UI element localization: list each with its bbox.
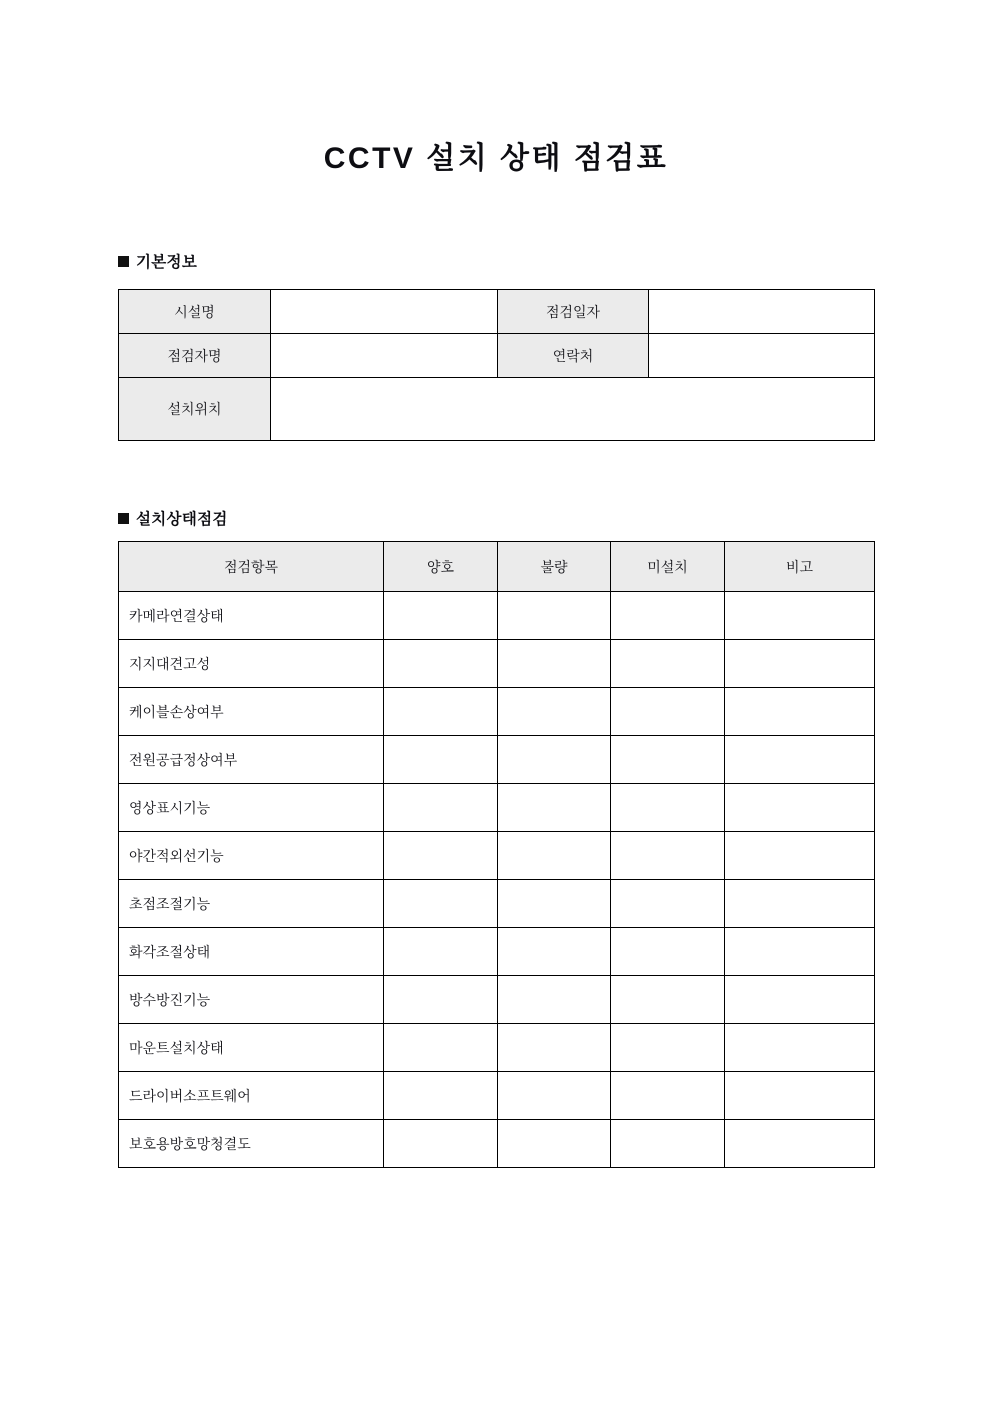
mark-cell-remarks[interactable] xyxy=(725,1120,875,1168)
column-header-remarks: 비고 xyxy=(725,542,875,592)
column-header-good: 양호 xyxy=(384,542,498,592)
mark-cell-remarks[interactable] xyxy=(725,688,875,736)
mark-cell-remarks[interactable] xyxy=(725,592,875,640)
mark-cell-bad[interactable] xyxy=(498,784,611,832)
column-header-not-installed: 미설치 xyxy=(611,542,725,592)
section-heading-label: 기본정보 xyxy=(136,254,198,271)
mark-cell-bad[interactable] xyxy=(498,928,611,976)
section-heading-label: 설치상태점검 xyxy=(136,511,228,528)
mark-cell-not-installed[interactable] xyxy=(611,976,725,1024)
table-row xyxy=(119,1120,875,1168)
field-label-inspection-date: 점검일자 xyxy=(498,290,649,334)
table-row xyxy=(119,976,875,1024)
inspection-item-label: 방수방진기능 xyxy=(119,976,384,1024)
mark-cell-bad[interactable] xyxy=(498,736,611,784)
mark-cell-good[interactable] xyxy=(384,640,498,688)
mark-cell-remarks[interactable] xyxy=(725,1024,875,1072)
mark-cell-bad[interactable] xyxy=(498,1024,611,1072)
square-bullet-icon xyxy=(118,513,129,524)
mark-cell-bad[interactable] xyxy=(498,976,611,1024)
mark-cell-good[interactable] xyxy=(384,976,498,1024)
inspection-item-label: 보호용방호망청결도 xyxy=(119,1120,384,1168)
mark-cell-not-installed[interactable] xyxy=(611,736,725,784)
basic-info-table xyxy=(118,289,875,441)
column-header-item: 점검항목 xyxy=(119,542,384,592)
mark-cell-good[interactable] xyxy=(384,688,498,736)
mark-cell-remarks[interactable] xyxy=(725,1072,875,1120)
inspection-item-label: 마운트설치상태 xyxy=(119,1024,384,1072)
table-row xyxy=(119,378,875,441)
table-row xyxy=(119,290,875,334)
inspection-item-label: 야간적외선기능 xyxy=(119,832,384,880)
square-bullet-icon xyxy=(118,256,129,267)
table-row xyxy=(119,688,875,736)
table-row xyxy=(119,1072,875,1120)
mark-cell-not-installed[interactable] xyxy=(611,880,725,928)
mark-cell-remarks[interactable] xyxy=(725,832,875,880)
install-check-table xyxy=(118,541,875,1168)
inspection-item-label: 카메라연결상태 xyxy=(119,592,384,640)
field-label-contact: 연락처 xyxy=(498,334,649,378)
mark-cell-good[interactable] xyxy=(384,880,498,928)
mark-cell-remarks[interactable] xyxy=(725,928,875,976)
field-value-inspector-name[interactable] xyxy=(271,334,498,378)
mark-cell-not-installed[interactable] xyxy=(611,1024,725,1072)
table-row xyxy=(119,784,875,832)
mark-cell-good[interactable] xyxy=(384,928,498,976)
mark-cell-bad[interactable] xyxy=(498,880,611,928)
field-label-inspector-name: 점검자명 xyxy=(119,334,271,378)
inspection-item-label: 화각조절상태 xyxy=(119,928,384,976)
table-row xyxy=(119,928,875,976)
mark-cell-not-installed[interactable] xyxy=(611,784,725,832)
mark-cell-not-installed[interactable] xyxy=(611,688,725,736)
mark-cell-remarks[interactable] xyxy=(725,736,875,784)
mark-cell-remarks[interactable] xyxy=(725,784,875,832)
mark-cell-good[interactable] xyxy=(384,736,498,784)
mark-cell-bad[interactable] xyxy=(498,640,611,688)
mark-cell-remarks[interactable] xyxy=(725,880,875,928)
page-title: CCTV 설치 상태 점검표 xyxy=(323,142,669,175)
inspection-item-label: 지지대견고성 xyxy=(119,640,384,688)
field-label-install-location: 설치위치 xyxy=(119,378,271,441)
mark-cell-not-installed[interactable] xyxy=(611,832,725,880)
mark-cell-bad[interactable] xyxy=(498,592,611,640)
mark-cell-bad[interactable] xyxy=(498,1072,611,1120)
table-row xyxy=(119,334,875,378)
table-row xyxy=(119,832,875,880)
mark-cell-good[interactable] xyxy=(384,832,498,880)
inspection-item-label: 케이블손상여부 xyxy=(119,688,384,736)
table-row xyxy=(119,592,875,640)
mark-cell-good[interactable] xyxy=(384,784,498,832)
inspection-item-label: 초점조절기능 xyxy=(119,880,384,928)
mark-cell-good[interactable] xyxy=(384,1120,498,1168)
mark-cell-good[interactable] xyxy=(384,592,498,640)
mark-cell-not-installed[interactable] xyxy=(611,640,725,688)
mark-cell-bad[interactable] xyxy=(498,832,611,880)
mark-cell-not-installed[interactable] xyxy=(611,1072,725,1120)
mark-cell-remarks[interactable] xyxy=(725,976,875,1024)
field-value-install-location[interactable] xyxy=(271,378,875,441)
mark-cell-remarks[interactable] xyxy=(725,640,875,688)
table-row xyxy=(119,736,875,784)
inspection-item-label: 전원공급정상여부 xyxy=(119,736,384,784)
mark-cell-bad[interactable] xyxy=(498,688,611,736)
inspection-item-label: 드라이버소프트웨어 xyxy=(119,1072,384,1120)
table-row xyxy=(119,640,875,688)
table-row xyxy=(119,880,875,928)
mark-cell-not-installed[interactable] xyxy=(611,928,725,976)
section-heading-install-check xyxy=(118,507,228,529)
section-heading-basic-info xyxy=(118,250,197,272)
inspection-item-label: 영상표시기능 xyxy=(119,784,384,832)
mark-cell-not-installed[interactable] xyxy=(611,1120,725,1168)
mark-cell-good[interactable] xyxy=(384,1024,498,1072)
mark-cell-not-installed[interactable] xyxy=(611,592,725,640)
mark-cell-bad[interactable] xyxy=(498,1120,611,1168)
field-value-inspection-date[interactable] xyxy=(649,290,875,334)
field-label-facility-name: 시설명 xyxy=(119,290,271,334)
table-header-row xyxy=(119,542,875,592)
column-header-bad: 불량 xyxy=(498,542,611,592)
field-value-contact[interactable] xyxy=(649,334,875,378)
field-value-facility-name[interactable] xyxy=(271,290,498,334)
mark-cell-good[interactable] xyxy=(384,1072,498,1120)
table-row xyxy=(119,1024,875,1072)
